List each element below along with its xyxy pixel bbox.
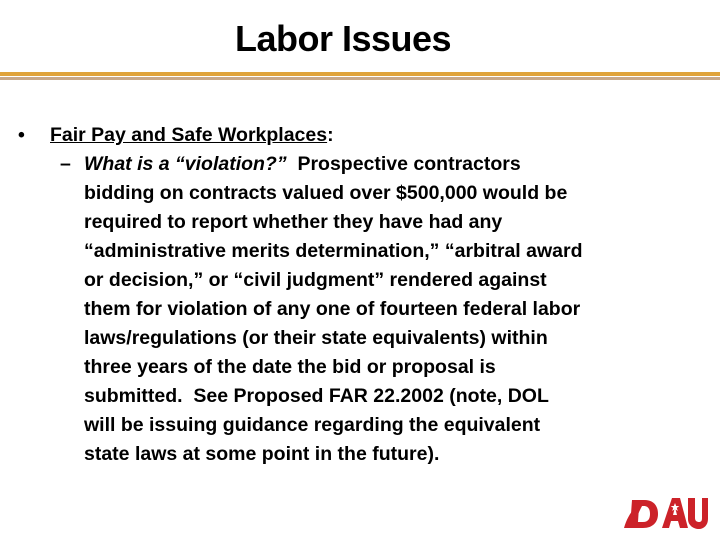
text-line: laws/regulations (or their state equivalents) within xyxy=(84,327,548,349)
title-divider-top xyxy=(0,72,720,76)
logo-letter-d xyxy=(630,500,658,528)
sub-item-text xyxy=(84,150,582,469)
text-line: required to report whether they have had any xyxy=(84,211,503,233)
slide-title: Labor Issues xyxy=(234,18,452,59)
bullet-mark: • xyxy=(18,124,25,146)
title-divider-bottom xyxy=(0,77,720,80)
text-line xyxy=(84,150,582,179)
logo-letter-u xyxy=(688,498,708,529)
sub-question: What is a “violation?” xyxy=(84,153,287,175)
bullet-heading-suffix: : xyxy=(327,124,334,146)
text-segment: Prospective contractors xyxy=(286,153,521,175)
bullet-item xyxy=(18,121,708,150)
text-line: three years of the date the bid or proposal is xyxy=(84,356,496,378)
text-line: will be issuing guidance regarding the equivalent xyxy=(84,414,541,436)
text-line: bidding on contracts valued over $500,000 would be xyxy=(84,182,568,204)
slide-body xyxy=(18,121,708,469)
text-line: them for violation of any one of fourteen federal labor xyxy=(84,298,581,320)
sub-item xyxy=(60,150,708,469)
text-line: “administrative merits determination,” “arbitral award xyxy=(84,240,583,262)
text-line: or decision,” or “civil judgment” rendered against xyxy=(84,269,547,291)
bullet-heading: Fair Pay and Safe Workplaces xyxy=(50,124,328,146)
bullet-heading-wrap xyxy=(50,121,334,150)
text-line: state laws at some point in the future). xyxy=(84,443,440,465)
logo-letter-a xyxy=(662,498,688,528)
dau-logo xyxy=(622,494,708,530)
text-line: submitted. See Proposed FAR 22.2002 (note, DOL xyxy=(84,385,549,407)
dash-mark: – xyxy=(60,153,71,175)
